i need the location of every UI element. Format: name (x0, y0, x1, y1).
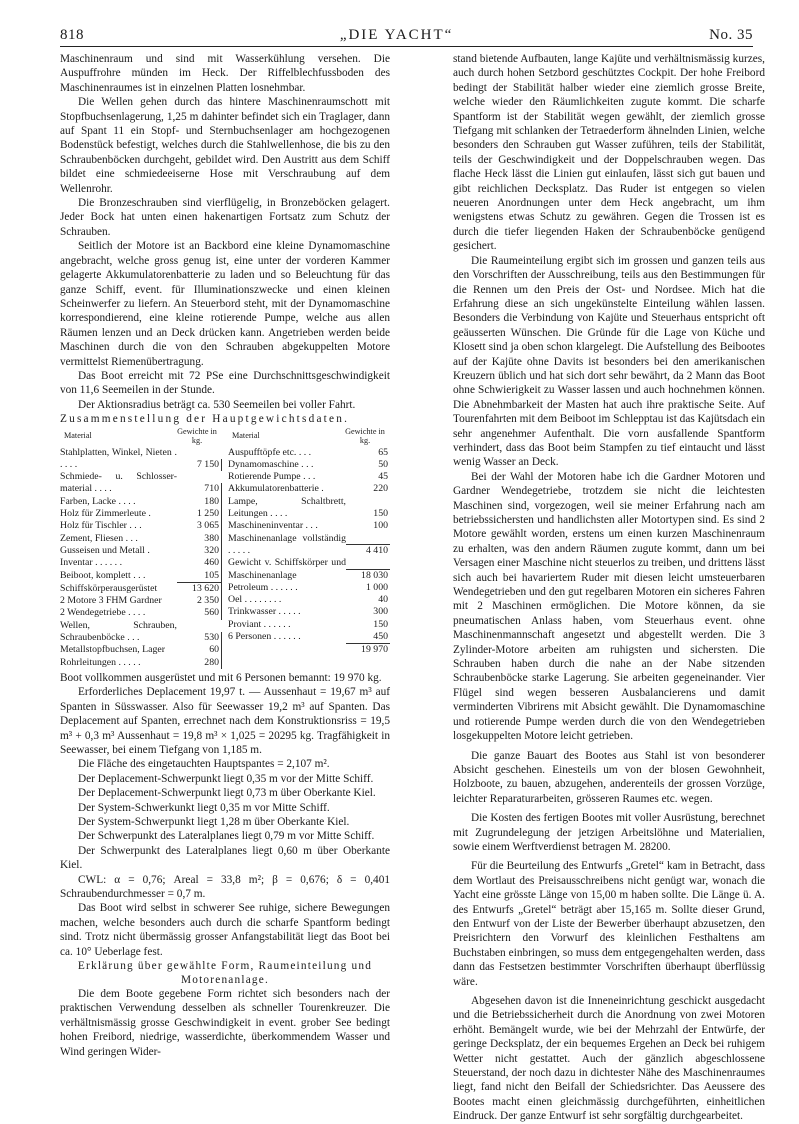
table-header (228, 427, 390, 445)
row-label: Metallstopfbuchsen, Lager (60, 644, 166, 656)
weights-table-left (60, 427, 222, 669)
row-label: Rotierende Pumpe . . . (228, 471, 316, 483)
row-label: 2 Wendegetriebe . . . . (60, 607, 146, 619)
row-value: 560 (177, 607, 222, 619)
paragraph: Das Boot erreicht mit 72 PSe eine Durchschnittsgeschwindigkeit von 11,6 Seemeilen in der Stunde. (60, 369, 390, 397)
table-row (60, 620, 222, 645)
row-value: 1 000 (365, 581, 388, 593)
row-label: Auspufftöpfe etc. . . . (228, 446, 312, 458)
table-row (60, 557, 222, 569)
row-value: 65 (378, 446, 388, 458)
row-value: 18 030 (346, 569, 390, 582)
table-row (228, 459, 390, 471)
row-label: Beiboot, komplett . . . (60, 569, 146, 581)
row-value: 300 (373, 606, 388, 618)
paragraph: Boot vollkommen ausgerüstet und mit 6 Personen bemannt: 19 970 kg. (60, 671, 382, 684)
row-value: 1 250 (177, 508, 222, 520)
row-value: 45 (378, 471, 388, 483)
table-row (60, 657, 222, 669)
row-value: 50 (378, 458, 388, 470)
paragraph: Der Deplacement-Schwerpunkt liegt 0,73 m über Oberkante Kiel. (78, 787, 376, 800)
table-row (60, 496, 222, 508)
paragraph: Die Raumeinteilung ergibt sich im grossen und ganzen teils aus den Vorschriften der Ausschreibung, teils aus den Bestimmungen für die Rennen um den Preis der Ost- und Nordsee. Mich hat die Erfahrung diese an sich ungekünstelte Einteilung wählen lassen. Besonders die Verbindung von Kajüte und Steuerhaus entspricht oft geäusserten Wünschen. Die Gründe für die Lage von Küche und Klosett sind ja oben schon klargelegt. Die Aufstellung des Beibootes auf der Kajüte ohne Davits ist besonders bei den amerikanischen Kreuzern üblich und hat sich dort sehr bewährt, da 2 Mann das Boot ohne Schwierigkeit zu Wasser lassen und auch hochnehmen können. Die Abnehmbarkeit der Masten hat auch ihre praktische Seite. Auf Tourenfahrten mit dem Beiboot im Schlepptau ist das Kajütsdach ein sehr angenehmer Aufenthalt. Die vorn ausfallende Spantform verhindert, dass das Boot beim Stampfen zu tief eintaucht und lässt wenig Wasser an Deck. (453, 254, 765, 469)
row-value: 100 (373, 520, 388, 532)
row-label: Inventar . . . . . . (60, 557, 123, 569)
row-label: Farben, Lacke . . . . (60, 495, 136, 507)
right-column (453, 52, 765, 1124)
row-value: 180 (177, 496, 222, 508)
table-row (60, 447, 222, 472)
table-header (60, 427, 222, 445)
header-weights: Gewichte in kg. (345, 426, 385, 445)
table-row (228, 582, 390, 594)
weights-table (60, 427, 390, 669)
table-row (60, 508, 222, 520)
row-label: Rohrleitungen . . . . . (60, 656, 141, 668)
paragraph: Die ganze Bauart des Bootes aus Stahl ist von besonderer Absicht geschehen. Einesteils um von der blosen Gewohnheit, Holzboote, zu bauen, abzugehen, anderenteils der grossen Vorzüge, leichter Reparaturarbeiten, grösseren Raumes etc. wegen. (453, 749, 765, 805)
row-value: 13 620 (177, 582, 222, 595)
row-label: Gewicht v. Schiffskörper und Maschinenanlage (228, 557, 346, 581)
paragraph: Der Schwerpunkt des Lateralplanes liegt 0,60 m über Oberkante Kiel. (60, 844, 390, 872)
row-value: 220 (373, 483, 388, 495)
row-label: Schiffskörperausgerüstet (60, 582, 158, 594)
table-row (60, 533, 222, 545)
row-label: Lampe, Schaltbrett, Leitungen . . . . (228, 495, 346, 520)
row-label: 6 Personen . . . . . . (228, 631, 301, 643)
paragraph: CWL: α = 0,76; Areal = 33,8 m²; β = 0,676; δ = 0,401 Schraubendurchmesser = 0,7 m. (60, 873, 390, 900)
paragraph: Der Deplacement-Schwerpunkt liegt 0,35 m vor der Mitte Schiff. (78, 772, 374, 785)
row-label: Maschineninventar . . . (228, 520, 318, 532)
row-label: Maschinenanlage vollständig . . . . . (228, 532, 346, 556)
paragraph: Abgesehen davon ist die Inneneinrichtung geschickt ausgedacht und die Betriebssicherheit durch die Anordnung von zwei Motoren erhöht. Bemängelt wurde, wie bei der Mehrzahl der Entwürfe, der geringe Decksplatz, der ein bequemes Ergehen an Deck bei ruhigem Wetter nicht gestattet. Auch der gänzlich abgeschlossene Steuerstand, der noch dazu in dichtester Nähe des Maschinenraumes liegt, fand nicht den Beifall der Schiedsrichter. Das Aeussere des Bootes macht einen gleichmässig durchgeführten, einheitlichen Eindruck. Der ganze Entwurf ist sehr sorgfältig durchgearbeitet. (453, 995, 765, 1123)
issue-number: No. 35 (709, 27, 753, 43)
paragraph: Die Bronzeschrauben sind vierflügelig, in Bronzeböcken gelagert. Jeder Bock hat unten einen hakenartigen Fortsatz zum Schutz der Schrauben. (60, 197, 390, 238)
row-value: 105 (177, 570, 222, 582)
row-label: 2 Motore 3 FHM Gardner (60, 595, 162, 607)
row-label: Stahlplatten, Winkel, Nieten . . . . . (60, 446, 177, 470)
row-label: Gusseisen und Metall . (60, 544, 150, 556)
paragraph: Die Wellen gehen durch das hintere Maschinenraumschott mit Stopfbuchsenlagerung, 1,25 m dahinter befindet sich ein Traglager, dann auf Spant 11 ein Stopf- und Sternbuchsenlager am hochgezogenen Bodenstück befestigt, welches durch die Stahlwellenhose, die bis zu den Schraubenböcken durchgeht, gebildet wird. Den Austritt aus dem Schiff bildet eine schmiedeeiserne Hose mit Verschraubung auf dem Wellenrohr. (60, 96, 390, 195)
table-title: Zusammenstellung der Hauptgewichtsdaten. (60, 413, 350, 426)
header-material: Material (232, 430, 260, 440)
table-row (228, 533, 390, 558)
row-value: 60 (177, 644, 222, 656)
paragraph: Erforderliches Deplacement 19,97 t. — Aussenhaut = 19,67 m³ auf Spanten in Süsswasser. Also für Seewasser 19,2 m³ auf Spanten. Das Deplacement auf Spanten, errechnet nach dem Konstruktionsriss = 19,5 m³ + 0,3 m³ Aussenhaut = 19,8 m³ × 1,025 = 20295 kg. Tragfähigkeit in Seewasser, bei einem Tiefgang von 1,185 m. (60, 686, 390, 756)
paragraph: Der System-Schwerpunkt liegt 1,28 m über Oberkante Kiel. (78, 815, 350, 828)
paragraph: Das Boot wird selbst in schwerer See ruhige, sichere Bewegungen machen, welche besonders auch durch die scharfe Spantform bedingt sind. Trotz nicht übermässig grosser Anfangstabilität liegt das Boot bei ca. 10° Ueberlage fest. (60, 902, 390, 958)
row-label: Dynamomaschine . . . (228, 458, 314, 470)
row-value: 40 (378, 594, 388, 606)
row-value: 530 (177, 632, 222, 644)
table-row (60, 644, 222, 656)
table-row (228, 619, 390, 631)
page-number: 818 (60, 27, 84, 43)
row-label: Proviant . . . . . . (228, 618, 291, 630)
table-row (228, 496, 390, 521)
row-value: 460 (177, 557, 222, 569)
table-row (228, 643, 390, 656)
section-heading: Erklärung über gewählte Form, Raumeinteilung und Motorenanlage. (77, 960, 373, 987)
page-header (60, 20, 753, 44)
paragraph: Der Aktionsradius beträgt ca. 530 Seemeilen bei voller Fahrt. (78, 398, 356, 411)
table-row (60, 607, 222, 619)
table-row (228, 557, 390, 582)
row-value: 7 150 (177, 459, 222, 471)
table-row (60, 520, 222, 532)
row-value: 280 (177, 657, 222, 669)
table-row (60, 582, 222, 595)
left-column (60, 52, 390, 1059)
table-row (228, 606, 390, 618)
row-value: 380 (177, 533, 222, 545)
paragraph: Der System-Schwerkunkt liegt 0,35 m vor Mitte Schiff. (78, 801, 330, 814)
header-rule (60, 46, 753, 47)
table-row (228, 471, 390, 483)
paragraph: Bei der Wahl der Motoren habe ich die Gardner Motoren und Gardner Wendegetriebe, trotzdem sie nicht die leichtesten Maschinen sind, vorgezogen, weil sie meiner Erfahrung nach am betriebssichersten und handlichsten aller Motortypen sind. Es sind 2 Motore gewählt worden, erstens um einen kurzen Maschinenraum zu erhalten, was den andern Räumen zugute kommt, dann um bei Versagen einer Maschine nicht steuerlos zu treiben, und drittens lässt sich auch bei havariertem Ruder mit diesen leicht umsteuerbaren Wendegetrieben und den gut regelbaren Motoren ein sicheres Fahren mit 2 Maschinen ermöglichen. Die Motore können, da sie pneumatischen Anlass haben, vom Steuerhaus event. ohne Maschinenmannschaft angesetzt und abgestellt werden. Die 3 Zylinder-Motore arbeiten am ruhigsten und sichersten. Die Schrauben haben durch die nahe an der Nabe sitzenden Schraubenböcke starke Lagerung. Sie arbeiten gegeneinander. Vier Flügel sind wegen besseren Ausbalancierens und damit verminderten Vibrirens mit Absicht gewählt. Die Dynamomaschine und rotierende Pumpe werden durch die von den Wendegetrieben losgekuppelten Motore leicht getrieben. (453, 470, 765, 743)
paragraph: Der Schwerpunkt des Lateralplanes liegt 0,79 m vor Mitte Schiff. (78, 830, 375, 843)
paragraph: Seitlich der Motore ist an Backbord eine kleine Dynamomaschine angebracht, welche gross genug ist, eine unter der vorderen Kammer gelagerte Akkumulatorenbatterie zu laden und so Beleuchtung für das ganze Schiff, event. für Illuminationszwecke und einen kleinen Scheinwerfer zu liefern. An Steuerbord steht, mit der Dynamomaschine korrespondierend, eine kleine rotierende Pumpe, welche aus allen Räumen lenzen und an Deck drücken kann. Angetrieben werden beide Maschinen durch die von den Schrauben abgekuppelten Motore vermittelst Riemenübertragung. (60, 240, 390, 368)
row-value: 320 (177, 545, 222, 557)
table-row (60, 471, 222, 496)
paragraph: stand bietende Aufbauten, lange Kajüte und verhältnismässig kurzes, auch durch hohen Setzbord geschütztes Cockpit. Der hohe Freibord bedingt der Stabilität halber wieder eine ziemlich grosse Breite, welche wieder den Räumlichkeiten zugute kommt. Die scharfe Spantform ist der Stabilität wegen gewählt, der ziemlich grosse Tiefgang mit schlanken der Tetraederform ähnelnden Linien, welche besonders den Schrauben gut Wasser zuführen, teils der Stabilität, teils der Geschwindigkeit und der Doppelschrauben wegen. Das flache Heck lässt die Linien gut einlaufen, lässt sich gut bauen und gibt reichlichen Decksplatz. Das Ruder ist entgegen so vielen neueren Anordnungen unter dem Heck angebracht, um ihm wenigstens etwas Schutz zu gewähren. Gegen die Trossen ist es durch die tiefer liegenden Haken der Schraubenböcke genügend gesichert. (453, 53, 765, 253)
row-label: Petroleum . . . . . . (228, 581, 298, 593)
header-weights: Gewichte in kg. (177, 426, 217, 445)
weights-table-right (228, 427, 390, 669)
table-row (228, 447, 390, 459)
row-label: Trinkwasser . . . . . (228, 606, 301, 618)
row-label: Akkumulatorenbatterie . (228, 483, 324, 495)
journal-title: „DIE YACHT“ (339, 27, 454, 43)
table-row (228, 520, 390, 532)
row-label: Zement, Fliesen . . . (60, 532, 138, 544)
table-row (60, 595, 222, 607)
row-label: Holz für Tischler . . . (60, 520, 142, 532)
table-row (228, 631, 390, 643)
paragraph: Für die Beurteilung des Entwurfs „Gretel“ kam in Betracht, dass dem Wortlaut des Preisausschreibens nicht genügt war, wonach die Yacht eine grösste Länge von 15,00 m haben sollte. Die Länge ü. A. des Entwurfs „Gretel“ beträgt aber 15,165 m. Sollte dieser Grund, den Entwurf von der Liste der Bewerber überhaupt abzusetzen, den Preisrichtern den Vorwurf des kleinlichen Festhaltens am Buchstaben einbringen, so muss dem entgegengehalten werden, dass dann das Festsetzen bestimmter Vorschriften überhaupt überflüssig wäre. (453, 860, 765, 988)
row-value: 4 410 (346, 544, 390, 557)
row-value: 450 (373, 631, 388, 643)
row-value: 150 (373, 508, 388, 520)
table-row (228, 483, 390, 495)
row-value: 2 350 (177, 595, 222, 607)
table-row (60, 545, 222, 557)
table-row (60, 570, 222, 582)
row-label: Oel . . . . . . . . (228, 594, 282, 606)
paragraph: Die dem Boote gegebene Form richtet sich besonders nach der praktischen Verwendung desselben als schneller Tourenkreuzer. Die verhältnismässig grosse Geschwindigkeit in event. grober See bedingt hohen Freibord, niedrige, wasserdichte, überkommendem Wasser und Wind geringen Wider- (60, 988, 390, 1058)
row-label: Schmiede- u. Schlosser-material . . . . (60, 471, 177, 495)
row-value: 19 970 (346, 643, 390, 656)
header-material: Material (64, 430, 92, 440)
table-row (228, 594, 390, 606)
paragraph: Die Kosten des fertigen Bootes mit voller Ausrüstung, berechnet mit Zugrundelegung der jetzigen Arbeitslöhne und Materialien, sowie einem Werftverdienst betragen M. 28200. (453, 812, 765, 853)
row-value: 3 065 (177, 520, 222, 532)
paragraph: Maschinenraum und sind mit Wasserkühlung versehen. Die Auspuffrohre münden im Heck. Der Riffelblechfussboden des Maschinenraumes ist in einzelnen Platten losnehmbar. (60, 53, 390, 94)
paragraph: Die Fläche des eingetauchten Hauptspantes = 2,107 m². (78, 758, 330, 771)
row-label: Holz für Zimmerleute . (60, 508, 151, 520)
row-value: 150 (373, 618, 388, 630)
row-label: Wellen, Schrauben, Schraubenböcke . . . (60, 619, 177, 644)
row-value: 710 (177, 483, 222, 495)
